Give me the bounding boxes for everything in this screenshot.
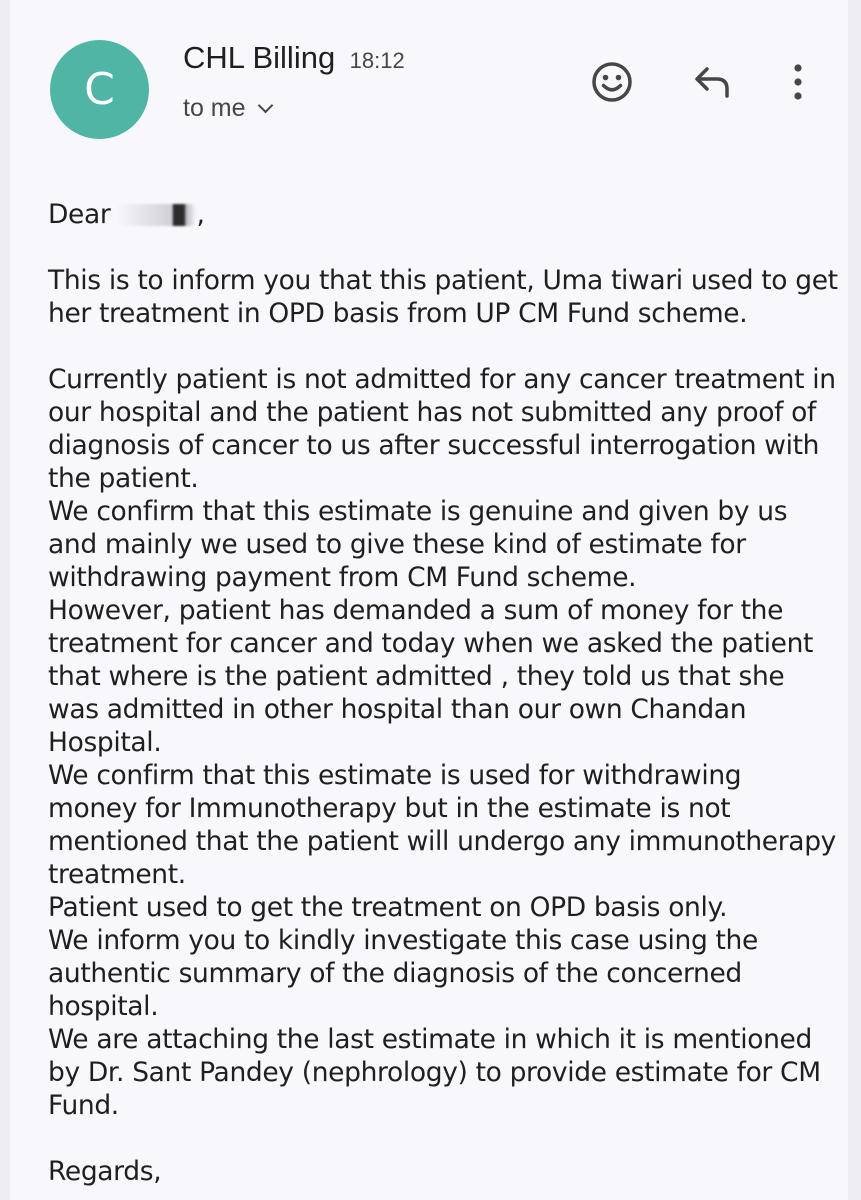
paragraph-line: Currently patient is not admitted for any cancer treatment in our hospital and the patient has not submitted any proof of diagnosis of cancer to us after successful interrogation with the patient.: [48, 364, 836, 494]
redacted-name: [116, 204, 196, 226]
emoji-smile-icon: [590, 60, 634, 104]
reply-button[interactable]: [689, 58, 737, 106]
sender-name[interactable]: CHL Billing: [183, 40, 336, 75]
email-header: [10, 0, 848, 160]
sender-avatar[interactable]: [50, 40, 149, 139]
paragraph-intro: This is to inform you that this patient, Uma tiwari used to get her treatment in OPD basis from UP CM Fund scheme.: [48, 265, 838, 329]
greeting-suffix: ,: [196, 199, 205, 230]
sender-line: [183, 40, 405, 76]
recipient-label: to me: [183, 94, 246, 122]
paragraph-gap: [48, 1122, 838, 1155]
closing: Regards,: [48, 1156, 162, 1187]
reply-icon: [691, 60, 735, 104]
paragraph-line: We are attaching the last estimate in which it is mentioned by Dr. Sant Pandey (nephrology) to provide estimate for CM Fund.: [48, 1024, 821, 1121]
greeting: [48, 198, 205, 231]
paragraph-line: We confirm that this estimate is genuine and given by us and mainly we used to give these kind of estimate for withdrawing payment from CM Fund scheme.: [48, 496, 788, 593]
paragraph-gap: [48, 231, 838, 264]
chevron-down-icon: [257, 98, 273, 114]
more-options-button[interactable]: [774, 58, 822, 106]
paragraph-gap: [48, 330, 838, 363]
paragraph-line: We inform you to kindly investigate this case using the authentic summary of the diagnosis of the concerned hospital.: [48, 925, 758, 1022]
paragraph-line: We confirm that this estimate is used for withdrawing money for Immunotherapy but in the estimate is not mentioned that the patient will undergo any immunotherapy treatment.: [48, 760, 837, 890]
paragraph-line: Patient used to get the treatment on OPD basis only.: [48, 892, 728, 923]
email-time: 18:12: [349, 48, 405, 73]
recipient-details-toggle[interactable]: [183, 94, 271, 123]
greeting-prefix: Dear: [48, 199, 111, 230]
email-body: [48, 198, 838, 1188]
more-vertical-icon: [788, 60, 808, 104]
add-reaction-button[interactable]: [588, 58, 636, 106]
email-card: [10, 0, 848, 1200]
avatar-letter: C: [84, 63, 115, 115]
paragraph-line: However, patient has demanded a sum of money for the treatment for cancer and today when we asked the patient that where is the patient admitted , they told us that she was admitted in other hospital than our own Chandan Hospital.: [48, 595, 814, 758]
